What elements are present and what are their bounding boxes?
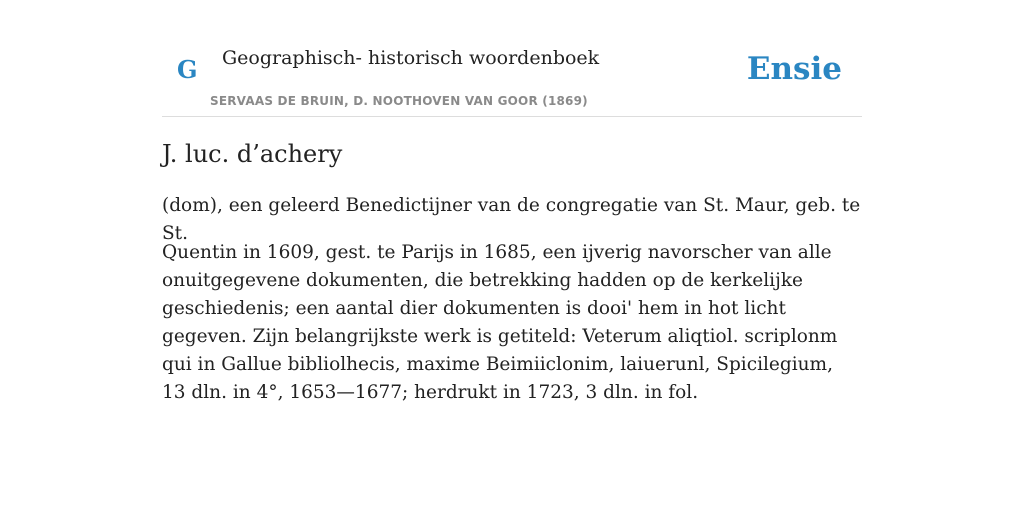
book-letter-icon[interactable]: G [177, 55, 198, 84]
book-author: SERVAAS DE BRUIN, D. NOOTHOVEN VAN GOOR (1869) [210, 94, 588, 108]
page-container [162, 0, 862, 403]
entry-paragraph-1: (dom), een geleerd Benedictijner van de congregatie van St. Maur, geb. te St. [162, 195, 861, 244]
ensie-logo-link[interactable]: Ensie [746, 51, 842, 87]
book-header [162, 0, 862, 117]
book-title-link[interactable]: Geographisch- historisch woordenboek [222, 47, 600, 69]
entry-title: J. luc. d’achery [162, 140, 343, 168]
entry-paragraph-2: Quentin in 1609, gest. te Parijs in 1685, een ijverig navorscher van alle onuitgegevene dokumenten, die betrekking hadden op de kerkelijke geschiedenis; een aantal dier dokumenten is dooi' hem in hot licht gegeven. Zijn belangrijkste werk is getiteld: Veterum aliqtiol. scriplonm qui in Gallue bibliolhecis, maxime Beimiiclonim, laiuerunl, Spicilegium, 13 dln. in 4°, 1653—1677; herdrukt in 1723, 3 dln. in fol. [162, 242, 838, 403]
